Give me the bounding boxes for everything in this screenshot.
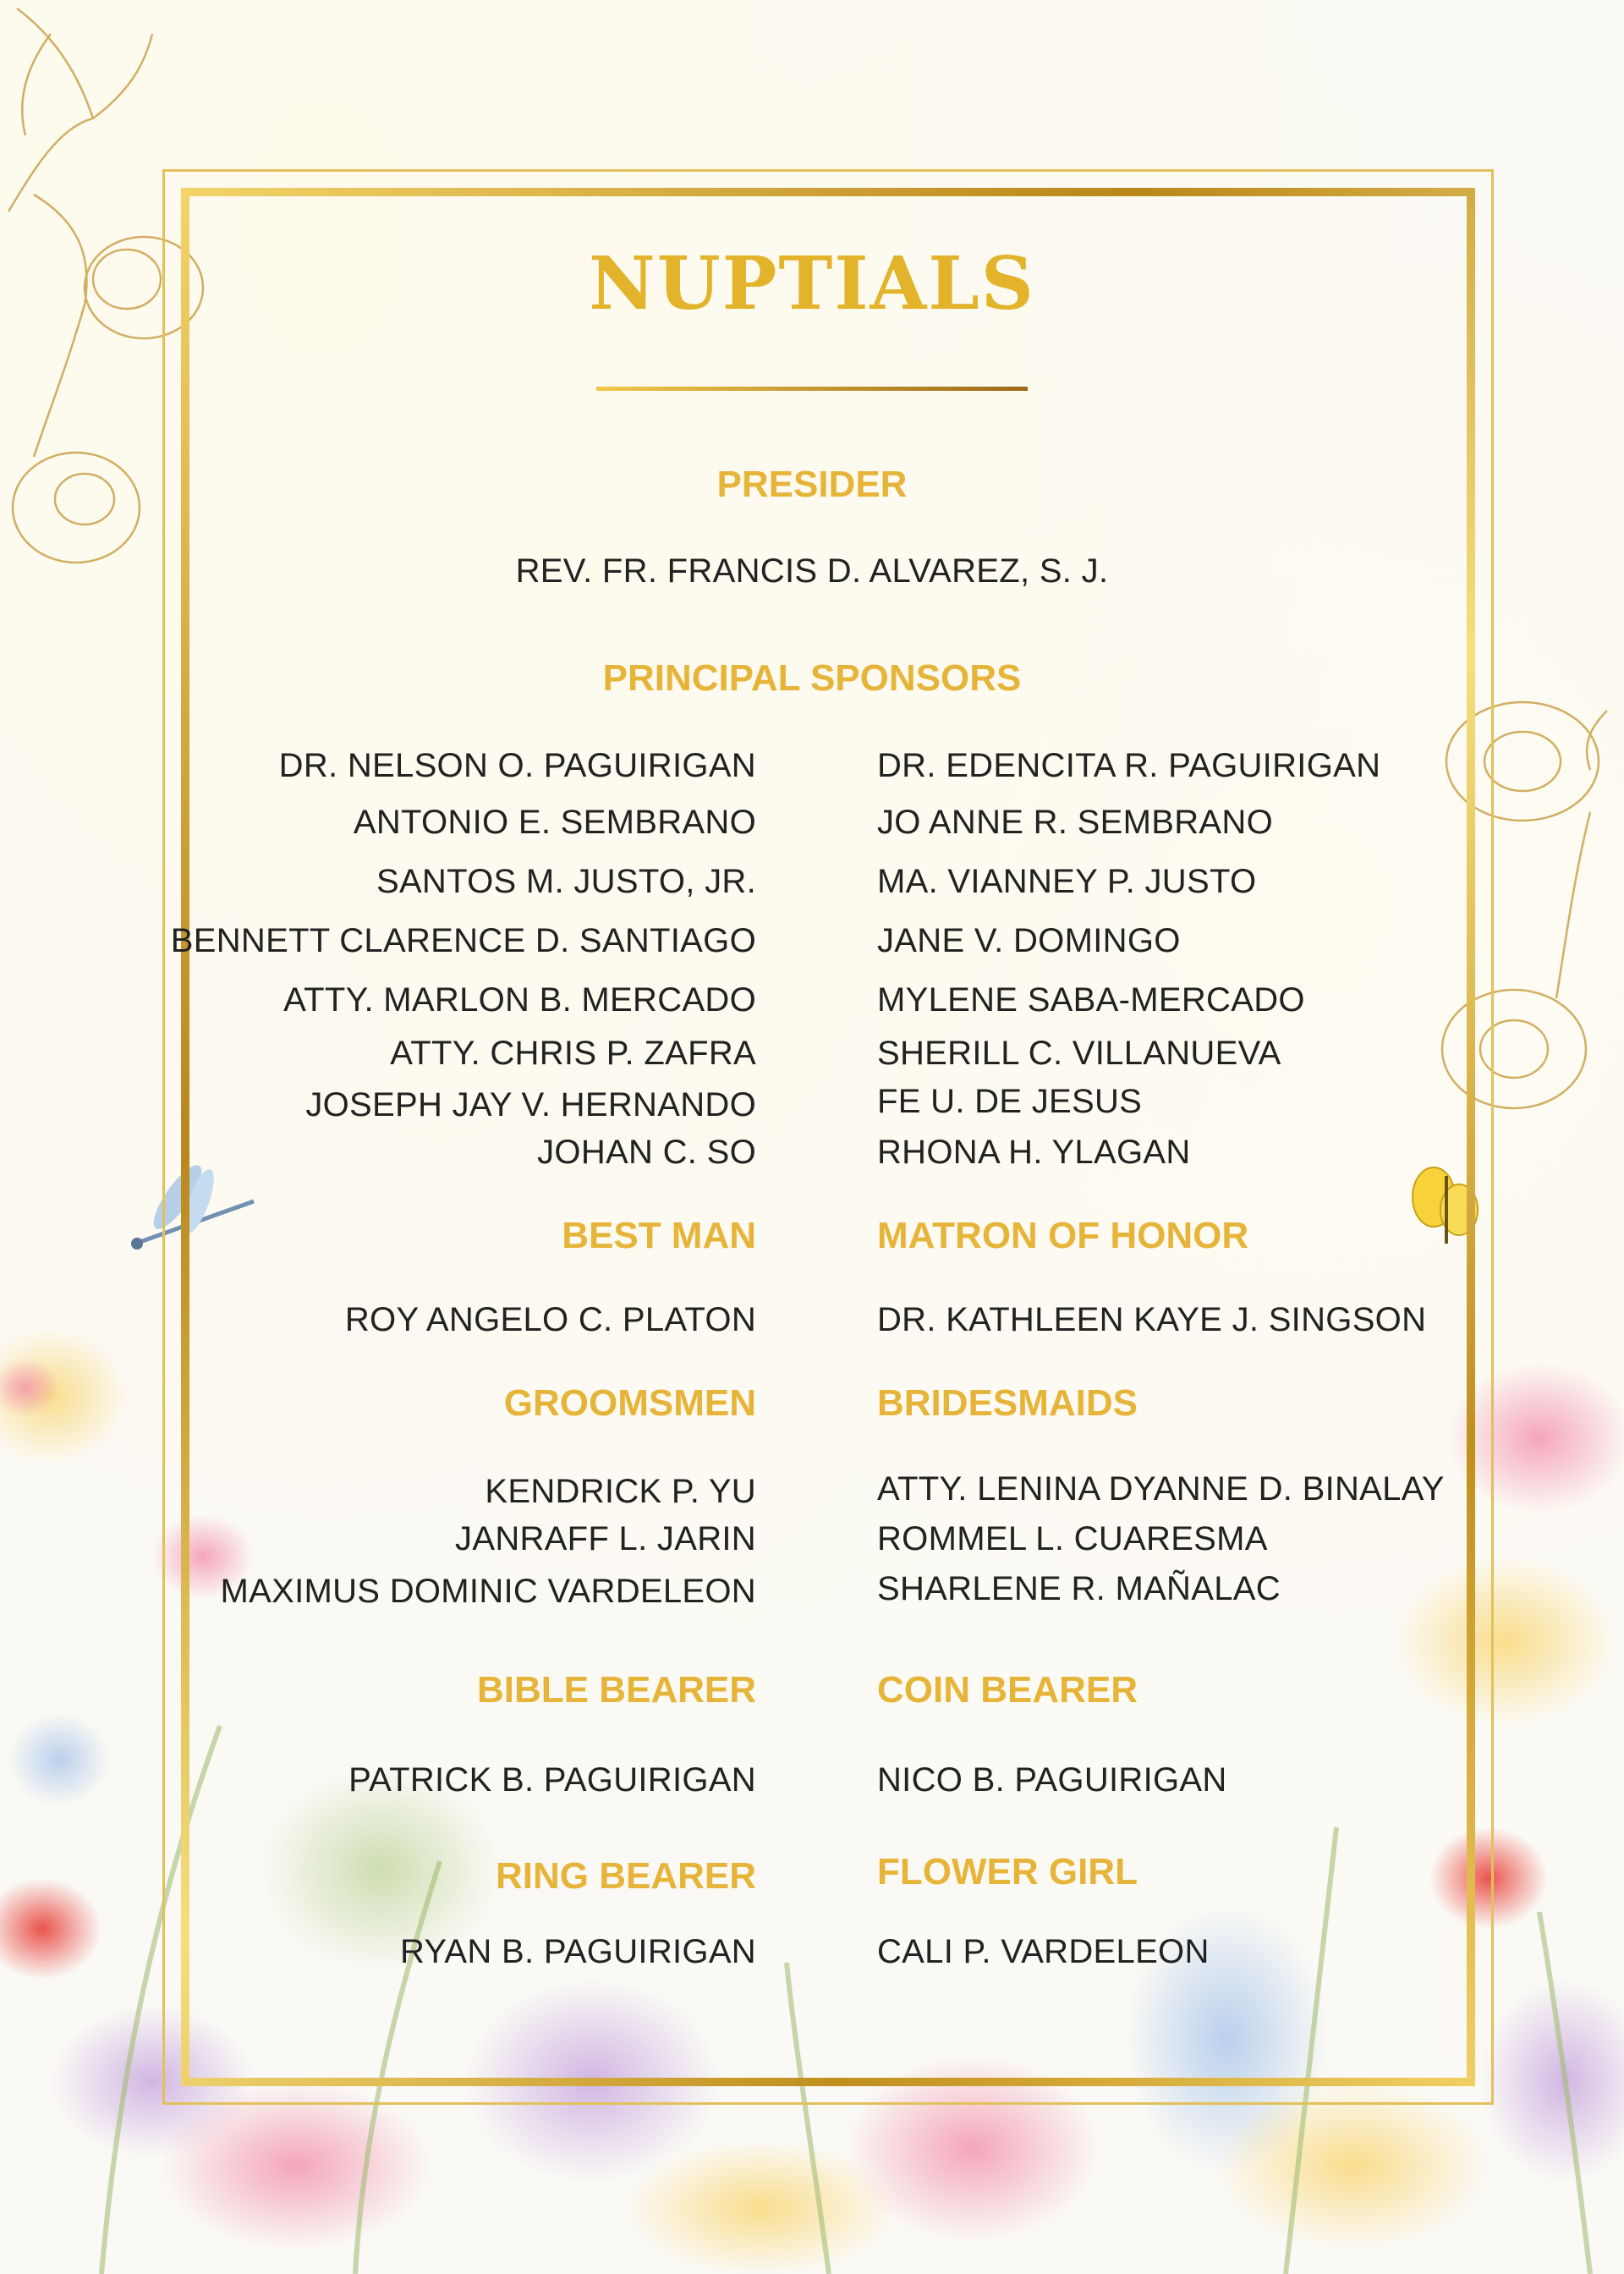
best-man-heading: BEST MAN — [562, 1215, 756, 1256]
bridesmaid-name: SHARLENE R. MAÑALAC — [877, 1570, 1281, 1607]
ring-bearer-heading: RING BEARER — [495, 1855, 756, 1897]
sponsor-left: ATTY. MARLON B. MERCADO — [283, 981, 756, 1019]
sponsor-left: DR. NELSON O. PAGUIRIGAN — [278, 747, 756, 784]
principal-sponsors-heading: PRINCIPAL SPONSORS — [602, 657, 1022, 699]
flower-girl-name: CALI P. VARDELEON — [877, 1933, 1210, 1970]
sponsor-right: MA. VIANNEY P. JUSTO — [877, 863, 1257, 900]
presider-heading: PRESIDER — [716, 464, 908, 505]
title-divider — [596, 387, 1028, 391]
sponsor-left: JOSEPH JAY V. HERNANDO — [305, 1086, 756, 1123]
sponsor-left: SANTOS M. JUSTO, JR. — [376, 863, 756, 900]
best-man-name: ROY ANGELO C. PLATON — [344, 1301, 756, 1338]
sponsor-right: DR. EDENCITA R. PAGUIRIGAN — [877, 747, 1381, 784]
sponsor-right: RHONA H. YLAGAN — [877, 1134, 1191, 1171]
groomsman-name: JANRAFF L. JARIN — [455, 1520, 756, 1557]
ring-bearer-name: RYAN B. PAGUIRIGAN — [399, 1933, 756, 1970]
sponsor-right: JANE V. DOMINGO — [877, 922, 1181, 959]
sponsor-left: JOHAN C. SO — [537, 1134, 756, 1171]
sponsor-left: ATTY. CHRIS P. ZAFRA — [390, 1035, 756, 1072]
groomsman-name: KENDRICK P. YU — [485, 1473, 756, 1510]
groomsman-name: MAXIMUS DOMINIC VARDELEON — [220, 1573, 756, 1610]
bridesmaid-name: ATTY. LENINA DYANNE D. BINALAY — [877, 1470, 1445, 1508]
groomsmen-heading: GROOMSMEN — [503, 1382, 756, 1424]
sponsor-right: JO ANNE R. SEMBRANO — [877, 804, 1274, 841]
bible-bearer-name: PATRICK B. PAGUIRIGAN — [348, 1761, 756, 1799]
flower-girl-heading: FLOWER GIRL — [877, 1851, 1138, 1892]
sponsor-left: BENNETT CLARENCE D. SANTIAGO — [170, 922, 756, 959]
bridesmaids-heading: BRIDESMAIDS — [877, 1382, 1138, 1424]
sponsor-right: MYLENE SABA-MERCADO — [877, 981, 1305, 1019]
bridesmaid-name: ROMMEL L. CUARESMA — [877, 1520, 1268, 1557]
matron-of-honor-name: DR. KATHLEEN KAYE J. SINGSON — [877, 1301, 1427, 1338]
bible-bearer-heading: BIBLE BEARER — [476, 1669, 756, 1711]
sponsor-left: ANTONIO E. SEMBRANO — [353, 804, 756, 841]
sponsor-right: FE U. DE JESUS — [877, 1083, 1143, 1120]
coin-bearer-name: NICO B. PAGUIRIGAN — [877, 1761, 1227, 1799]
page-title: NUPTIALS — [589, 241, 1035, 327]
sponsor-right: SHERILL C. VILLANUEVA — [877, 1035, 1281, 1072]
matron-of-honor-heading: MATRON OF HONOR — [877, 1215, 1249, 1256]
coin-bearer-heading: COIN BEARER — [877, 1669, 1138, 1711]
presider-name: REV. FR. FRANCIS D. ALVAREZ, S. J. — [515, 552, 1109, 590]
